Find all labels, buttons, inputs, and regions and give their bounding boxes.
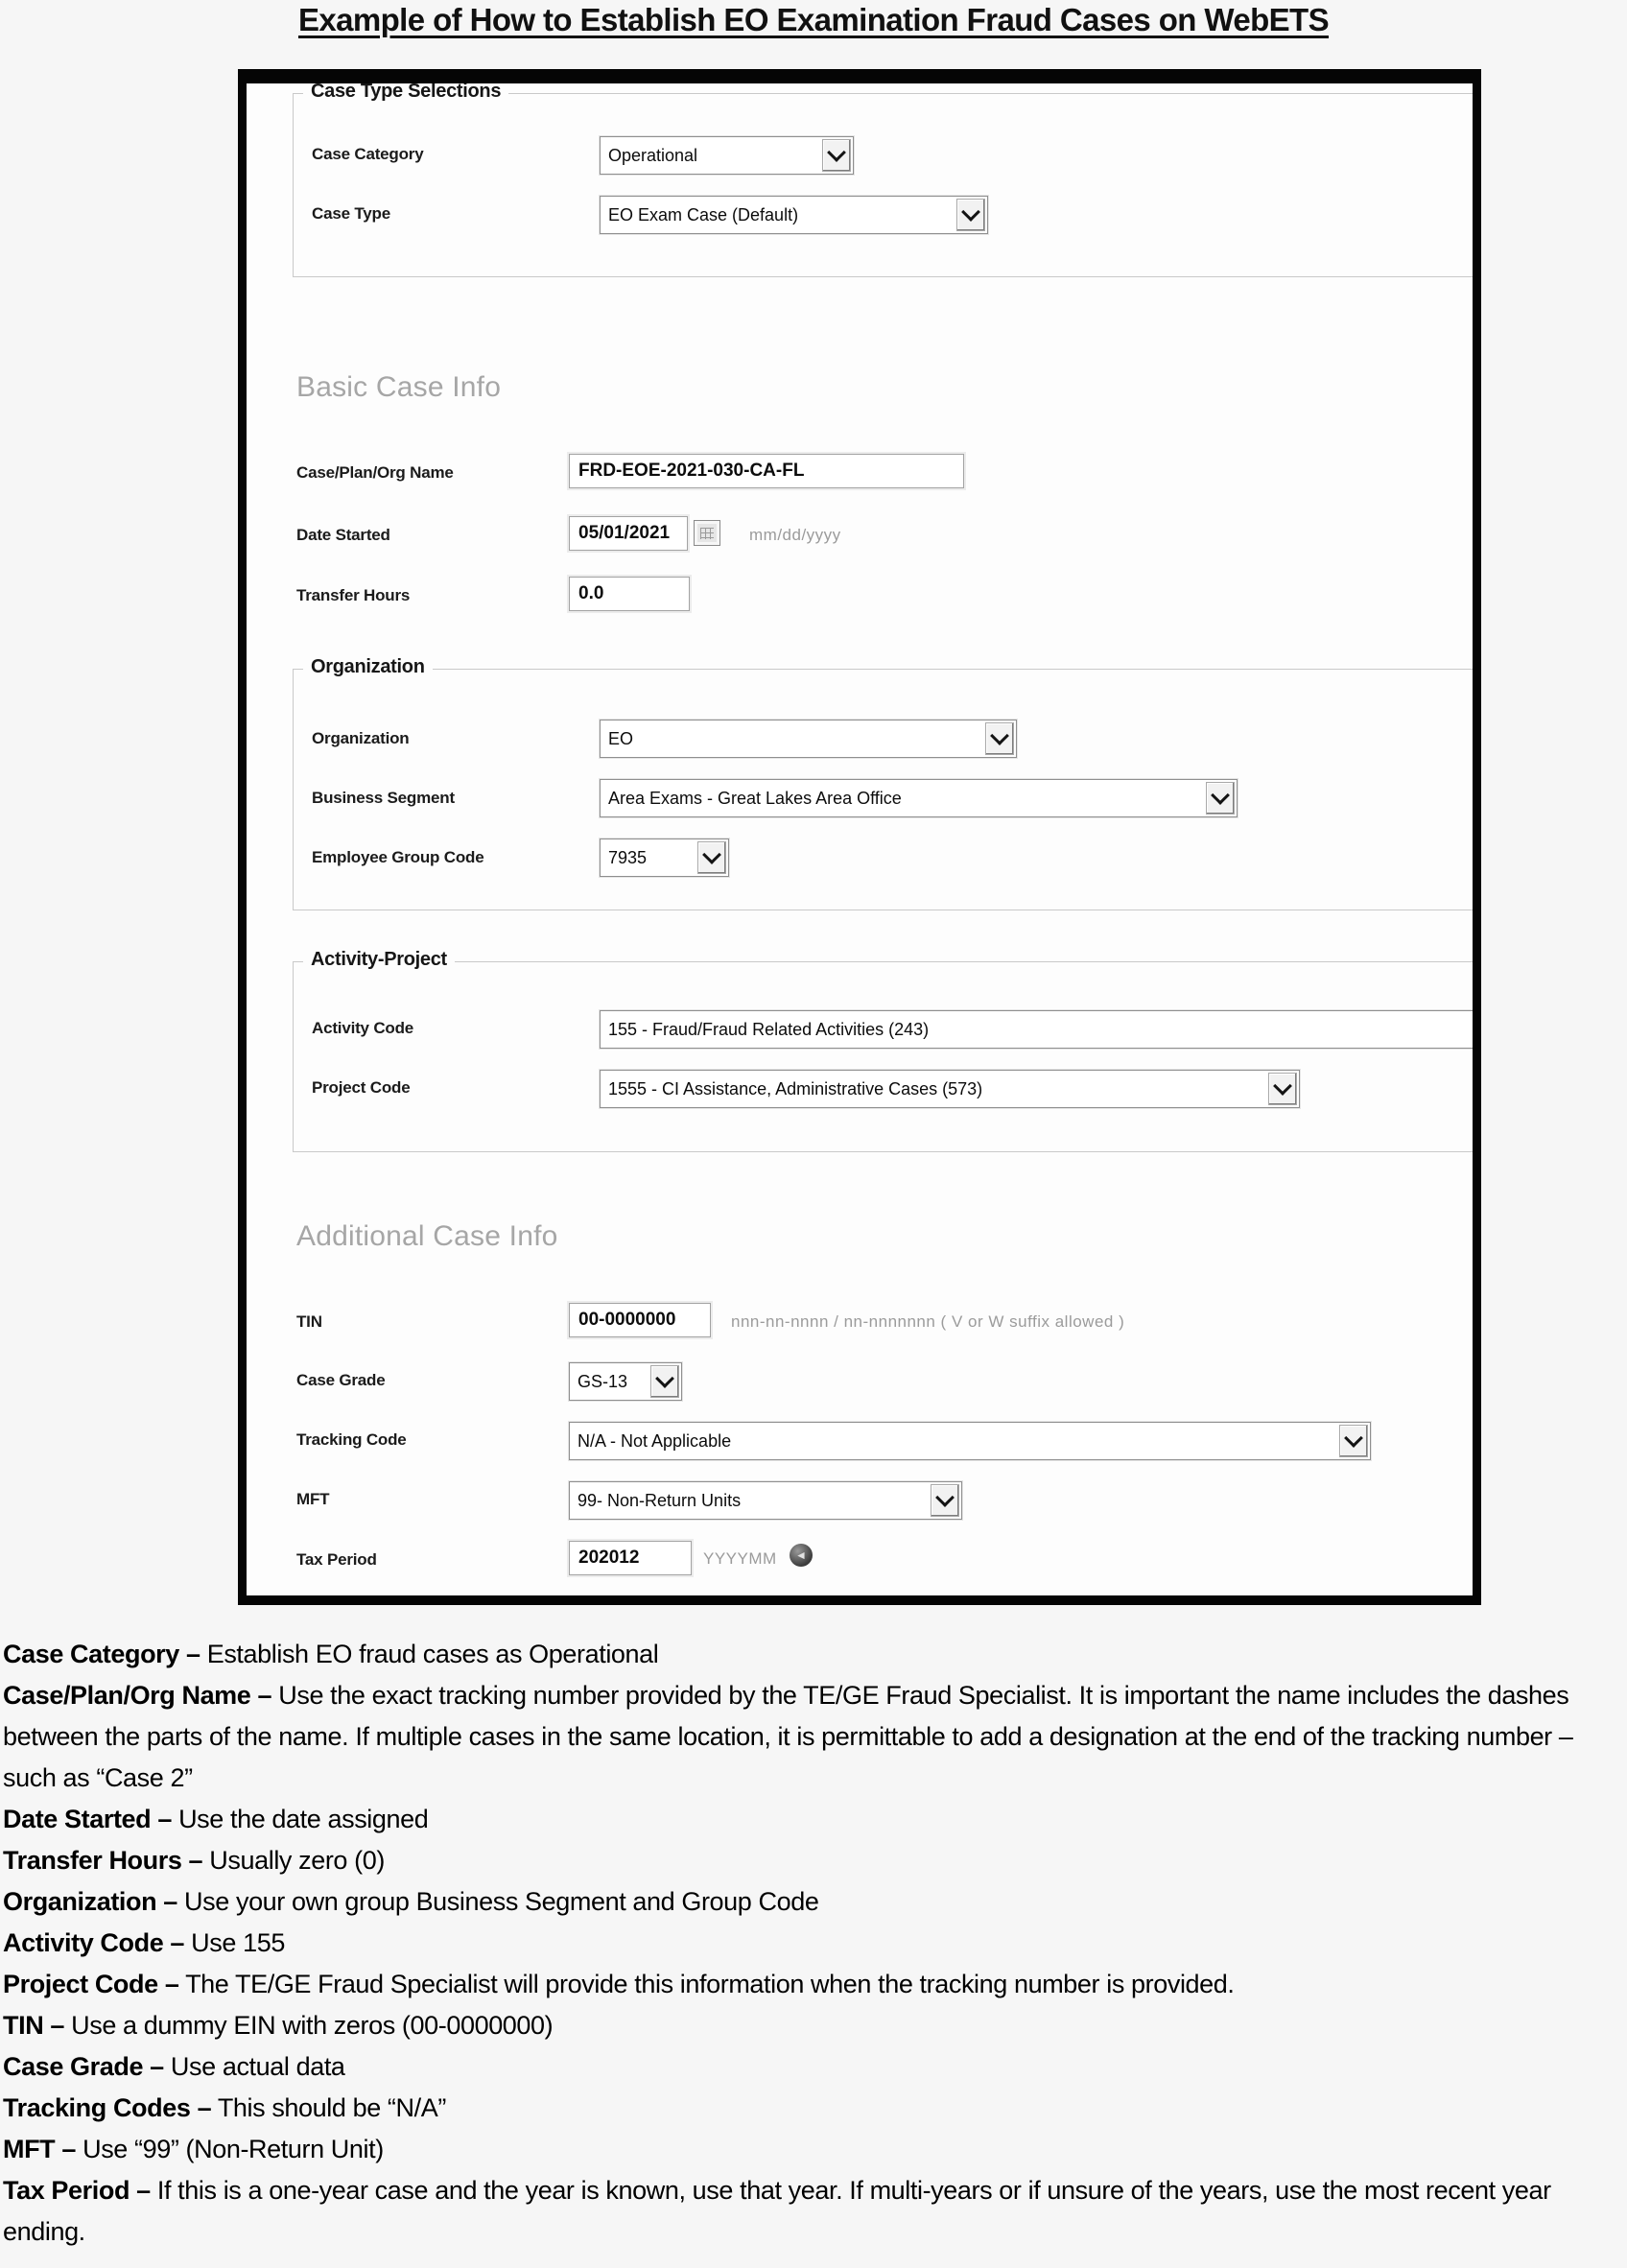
page-title: Example of How to Establish EO Examination Fraud Cases on WebETS (297, 2, 1330, 37)
business-segment-label: Business Segment (312, 789, 455, 807)
chevron-glyph (655, 1369, 674, 1388)
date-started-label: Date Started (296, 526, 390, 544)
chevron-glyph (990, 726, 1009, 745)
case-category-value: Operational (608, 145, 698, 165)
note-case-plan-org-name: Case/Plan/Org Name – Use the exact tracking number provided by the TE/GE Fraud Specialist. It is important the name includes the dashes between the parts of the name. If multiple cases in the same location, it is permittable to add a designation at the end of the tracking number – such as “Case 2” (3, 1681, 1573, 1792)
activity-code-select[interactable] (600, 1010, 1481, 1049)
chevron-down-icon[interactable] (697, 841, 726, 874)
chevron-glyph (1344, 1429, 1363, 1448)
project-code-label: Project Code (312, 1078, 411, 1097)
mft-select[interactable] (569, 1481, 962, 1520)
note-tin: TIN – Use a dummy EIN with zeros (00-0000000) (3, 2011, 554, 2040)
project-code-value: 1555 - CI Assistance, Administrative Cases (573) (608, 1078, 983, 1099)
chevron-down-icon[interactable] (931, 1484, 959, 1517)
tax-period-format-hint: YYYYMM (703, 1549, 777, 1568)
activity-project-legend: Activity-Project (303, 949, 455, 971)
mft-value: 99- Non-Return Units (578, 1490, 742, 1510)
date-started-value: 05/01/2021 (578, 523, 671, 543)
chevron-glyph (935, 1488, 955, 1507)
case-plan-org-name-input[interactable] (569, 454, 964, 488)
business-segment-select[interactable] (600, 779, 1238, 817)
webets-form-screenshot (238, 69, 1481, 1605)
case-grade-value: GS-13 (578, 1371, 628, 1391)
additional-case-info-heading: Additional Case Info (296, 1220, 558, 1252)
employee-group-code-select[interactable] (600, 839, 729, 877)
activity-code-value: 155 - Fraud/Fraud Related Activities (243) (608, 1019, 930, 1039)
note-transfer-hours: Transfer Hours – Usually zero (0) (3, 1846, 385, 1875)
organization-select[interactable] (600, 720, 1017, 758)
note-organization: Organization – Use your own group Business Segment and Group Code (3, 1887, 819, 1916)
activity-project-fieldset (293, 949, 1479, 1152)
chevron-down-icon[interactable] (822, 139, 851, 172)
note-tax-period: Tax Period – If this is a one-year case and the year is known, use that year. If multi-years or if unsure of the years, use the most recent year ending. (3, 2176, 1551, 2246)
notes-section (3, 1634, 1625, 2253)
note-activity-code: Activity Code – Use 155 (3, 1928, 285, 1957)
chevron-down-icon[interactable] (1339, 1425, 1368, 1457)
chevron-glyph (961, 202, 980, 222)
chevron-down-icon[interactable] (1206, 782, 1235, 815)
tin-label: TIN (296, 1312, 322, 1331)
activity-code-label: Activity Code (312, 1019, 414, 1037)
chevron-down-icon[interactable] (650, 1365, 679, 1398)
history-back-icon[interactable]: ◄ (790, 1544, 813, 1567)
chevron-glyph (827, 143, 846, 162)
tracking-code-value: N/A - Not Applicable (578, 1430, 732, 1451)
case-grade-label: Case Grade (296, 1371, 386, 1389)
date-started-input[interactable] (569, 516, 688, 551)
organization-label: Organization (312, 729, 410, 747)
chevron-glyph (1211, 786, 1230, 805)
calendar-icon[interactable] (694, 520, 720, 546)
employee-group-code-label: Employee Group Code (312, 848, 484, 866)
note-project-code: Project Code – The TE/GE Fraud Specialist will provide this information when the tracking number is provided. (3, 1970, 1235, 1998)
case-category-label: Case Category (312, 145, 424, 163)
case-type-select[interactable] (600, 196, 988, 234)
note-mft: MFT – Use “99” (Non-Return Unit) (3, 2135, 384, 2163)
tracking-code-label: Tracking Code (296, 1430, 407, 1449)
note-case-category: Case Category – Establish EO fraud cases as Operational (3, 1640, 659, 1668)
chevron-glyph (702, 845, 721, 864)
case-plan-org-name-label: Case/Plan/Org Name (296, 463, 454, 482)
project-code-select[interactable] (600, 1070, 1300, 1108)
tin-value: 00-0000000 (578, 1310, 676, 1330)
case-plan-org-name-value: FRD-EOE-2021-030-CA-FL (578, 461, 805, 481)
tin-format-hint: nnn-nn-nnnn / nn-nnnnnnn ( V or W suffix allowed ) (731, 1312, 1125, 1331)
case-type-label: Case Type (312, 204, 390, 223)
transfer-hours-label: Transfer Hours (296, 586, 411, 604)
tax-period-input[interactable] (569, 1541, 692, 1575)
chevron-down-icon[interactable] (985, 722, 1014, 755)
tax-period-value: 202012 (578, 1547, 640, 1568)
tin-input[interactable] (569, 1303, 711, 1337)
chevron-down-icon[interactable] (1479, 1013, 1481, 1046)
organization-legend: Organization (303, 656, 433, 678)
business-segment-value: Area Exams - Great Lakes Area Office (608, 788, 902, 808)
chevron-down-icon[interactable] (956, 199, 985, 231)
case-type-value: EO Exam Case (Default) (608, 204, 799, 224)
tracking-code-select[interactable] (569, 1422, 1371, 1460)
case-grade-select[interactable] (569, 1362, 682, 1401)
case-type-selections-fieldset (293, 81, 1479, 277)
tax-period-label: Tax Period (296, 1550, 377, 1569)
basic-case-info-heading: Basic Case Info (296, 371, 502, 403)
note-date-started: Date Started – Use the date assigned (3, 1805, 429, 1833)
note-tracking-codes: Tracking Codes – This should be “N/A” (3, 2093, 446, 2122)
employee-group-code-value: 7935 (608, 847, 648, 867)
transfer-hours-input[interactable] (569, 577, 690, 611)
case-category-select[interactable] (600, 136, 854, 175)
transfer-hours-value: 0.0 (578, 583, 604, 603)
case-type-selections-legend: Case Type Selections (303, 81, 508, 103)
chevron-down-icon[interactable] (1268, 1073, 1297, 1105)
date-format-hint: mm/dd/yyyy (749, 526, 841, 544)
mft-label: MFT (296, 1490, 330, 1508)
note-case-grade: Case Grade – Use actual data (3, 2052, 345, 2081)
organization-value: EO (608, 728, 634, 748)
chevron-glyph (1273, 1076, 1292, 1096)
